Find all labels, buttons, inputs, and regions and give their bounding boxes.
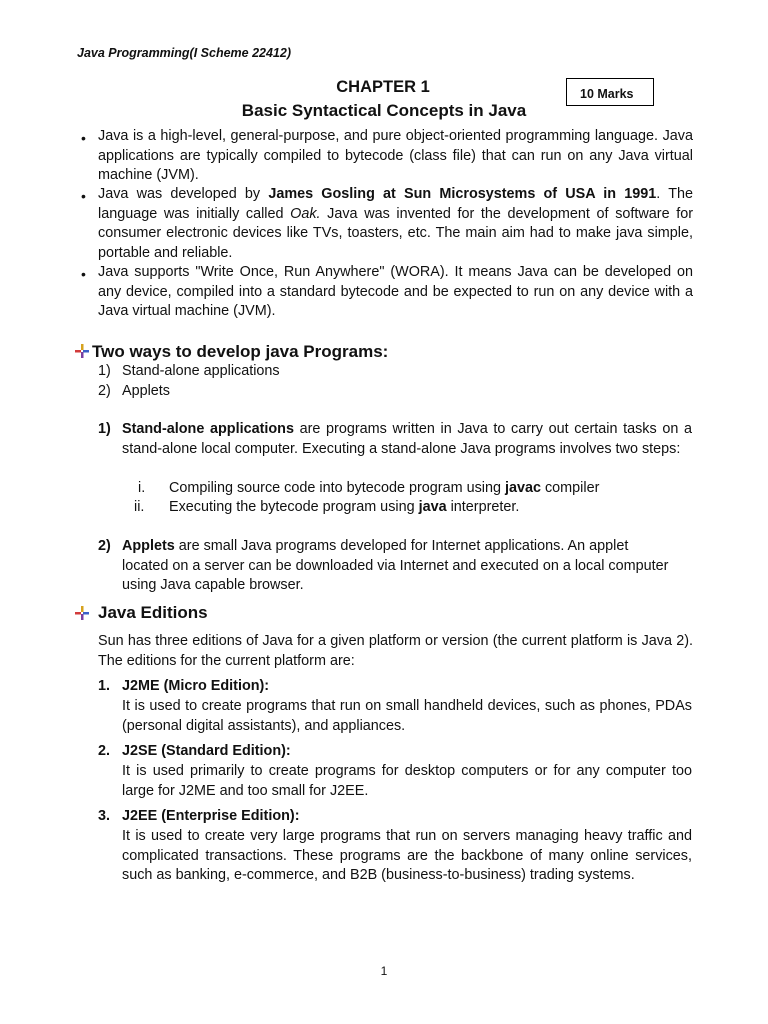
edition-num: 3. [98,808,111,824]
edition-title: J2ME (Micro Edition): [122,678,270,694]
list-item-num: 1) [98,363,111,379]
edition-num: 2. [98,743,111,759]
marks-box: 10 Marks [566,78,654,106]
list-item: Applets [122,383,170,399]
page-number: 1 [380,964,388,978]
edition-title: J2EE (Enterprise Edition): [122,808,300,824]
standalone-description: Stand-alone applications are programs written in Java to carry out certain tasks on a stand-alone local computer. Executing a stand-alone Java programs involves two steps: [122,421,692,457]
editions-intro: Sun has three editions of Java for a given platform or version (the current platform is Java 2). The editions for the current platform are: [98,633,693,669]
step-text: Executing the bytecode program using java interpreter. [169,499,520,515]
cross-bullet-icon [74,343,90,359]
edition-num: 1. [98,678,111,694]
intro-bullet-1: Java is a high-level, general-purpose, and pure object-oriented programming language. Java applications are typically compiled to bytecode (class file) that can run on any Java virtual machine (JVM). [98,128,693,183]
edition-desc: It is used primarily to create programs for desktop computers or for any computer too large for J2ME and too small for J2EE. [122,763,692,799]
step-num: i. [138,480,146,496]
chapter-label: CHAPTER 1 [336,78,430,96]
list-item: Stand-alone applications [122,363,280,379]
edition-title: J2SE (Standard Edition): [122,743,291,759]
bullet-dot: • [81,266,86,282]
bullet-dot: • [81,188,86,204]
bullet-dot: • [81,130,86,146]
intro-bullet-2: Java was developed by James Gosling at Sun Microsystems of USA in 1991. The language was initially called Oak. Java was invented for the development of software for consumer electronic devices like TVs, toasters, etc. The main aim had to make java simple, portable and reliable. [98,186,694,261]
intro-bullet-3: Java supports "Write Once, Run Anywhere" (WORA). It means Java can be developed on any device, compiled into a standard bytecode and be expected to run on any device with a Java virtual machine (JVM). [98,264,693,319]
two-ways-heading: Two ways to develop java Programs: [92,342,389,361]
list-item-num: 2) [98,383,111,399]
chapter-title: Basic Syntactical Concepts in Java [241,101,527,120]
step-text: Compiling source code into bytecode program using javac compiler [169,480,600,496]
edition-desc: It is used to create very large programs that run on servers managing heavy traffic and complicated transactions. These programs are the backbone of many online services, such as banking, e-commerce, and B2B (business-to-business) trading systems. [122,828,692,883]
item-number: 2) [98,538,111,554]
running-header: Java Programming(I Scheme 22412) [77,46,291,60]
edition-desc: It is used to create programs that run on small handheld devices, such as phones, PDAs (personal digital assistants), and appliances. [122,698,692,734]
cross-bullet-icon [74,605,90,621]
editions-heading: Java Editions [98,603,208,622]
item-number: 1) [98,421,111,437]
applets-description: Applets are small Java programs developed for Internet applications. An applet located on a server can be downloaded via Internet and executed on a local computer using Java capable browser. [122,538,669,593]
step-num: ii. [134,499,145,515]
